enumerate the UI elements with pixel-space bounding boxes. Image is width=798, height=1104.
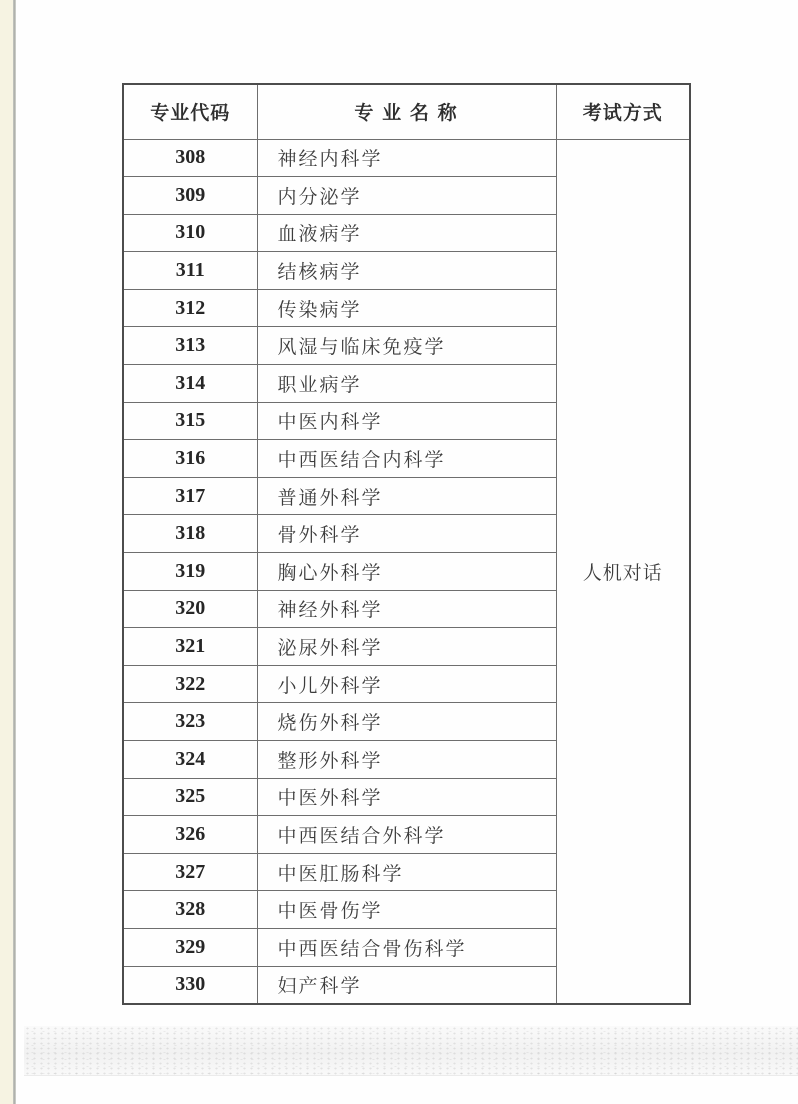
major-name-cell: 职业病学: [257, 365, 556, 403]
major-code-cell: 309: [123, 177, 257, 215]
major-code-cell: 328: [123, 891, 257, 929]
major-code-cell: 327: [123, 853, 257, 891]
major-name-cell: 中西医结合骨伤科学: [257, 928, 556, 966]
major-code-cell: 326: [123, 816, 257, 854]
scan-edge-line: [13, 0, 16, 1104]
major-code-cell: 311: [123, 252, 257, 290]
table-row: [123, 139, 690, 177]
major-code-cell: 319: [123, 553, 257, 591]
header-exam-method: 考试方式: [556, 84, 690, 139]
major-code-cell: 316: [123, 440, 257, 478]
major-code-cell: 330: [123, 966, 257, 1004]
major-name-cell: 泌尿外科学: [257, 628, 556, 666]
major-code-cell: 308: [123, 139, 257, 177]
major-name-cell: 血液病学: [257, 214, 556, 252]
major-code-cell: 329: [123, 928, 257, 966]
major-code-cell: 313: [123, 327, 257, 365]
major-name-cell: 胸心外科学: [257, 553, 556, 591]
exam-method-cell: 人机对话: [556, 139, 690, 1004]
major-code-cell: 323: [123, 703, 257, 741]
major-name-cell: 中医外科学: [257, 778, 556, 816]
major-code-cell: 317: [123, 477, 257, 515]
major-code-cell: 315: [123, 402, 257, 440]
header-row: [123, 84, 690, 139]
major-name-cell: 骨外科学: [257, 515, 556, 553]
major-name-cell: 烧伤外科学: [257, 703, 556, 741]
major-name-cell: 结核病学: [257, 252, 556, 290]
major-name-cell: 内分泌学: [257, 177, 556, 215]
major-code-cell: 322: [123, 665, 257, 703]
major-name-cell: 神经外科学: [257, 590, 556, 628]
major-name-cell: 风湿与临床免疫学: [257, 327, 556, 365]
major-code-cell: 312: [123, 289, 257, 327]
major-code-cell: 321: [123, 628, 257, 666]
major-name-cell: 妇产科学: [257, 966, 556, 1004]
major-code-cell: 318: [123, 515, 257, 553]
major-code-cell: 325: [123, 778, 257, 816]
major-name-cell: 中医内科学: [257, 402, 556, 440]
major-name-cell: 整形外科学: [257, 741, 556, 779]
major-code-cell: 320: [123, 590, 257, 628]
major-name-cell: 传染病学: [257, 289, 556, 327]
major-code-cell: 324: [123, 741, 257, 779]
table-header: [123, 84, 690, 139]
major-name-cell: 中医肛肠科学: [257, 853, 556, 891]
major-name-cell: 中医骨伤学: [257, 891, 556, 929]
table-body: [123, 139, 690, 1004]
major-name-cell: 中西医结合内科学: [257, 440, 556, 478]
major-code-cell: 310: [123, 214, 257, 252]
scan-edge-strip: [0, 0, 13, 1104]
header-major-code: 专业代码: [123, 84, 257, 139]
major-name-cell: 神经内科学: [257, 139, 556, 177]
scan-noise-band: [24, 1026, 798, 1076]
major-name-cell: 普通外科学: [257, 477, 556, 515]
major-name-cell: 小儿外科学: [257, 665, 556, 703]
specialty-table: [122, 83, 691, 1005]
major-code-cell: 314: [123, 365, 257, 403]
major-name-cell: 中西医结合外科学: [257, 816, 556, 854]
header-major-name: 专 业 名 称: [257, 84, 556, 139]
